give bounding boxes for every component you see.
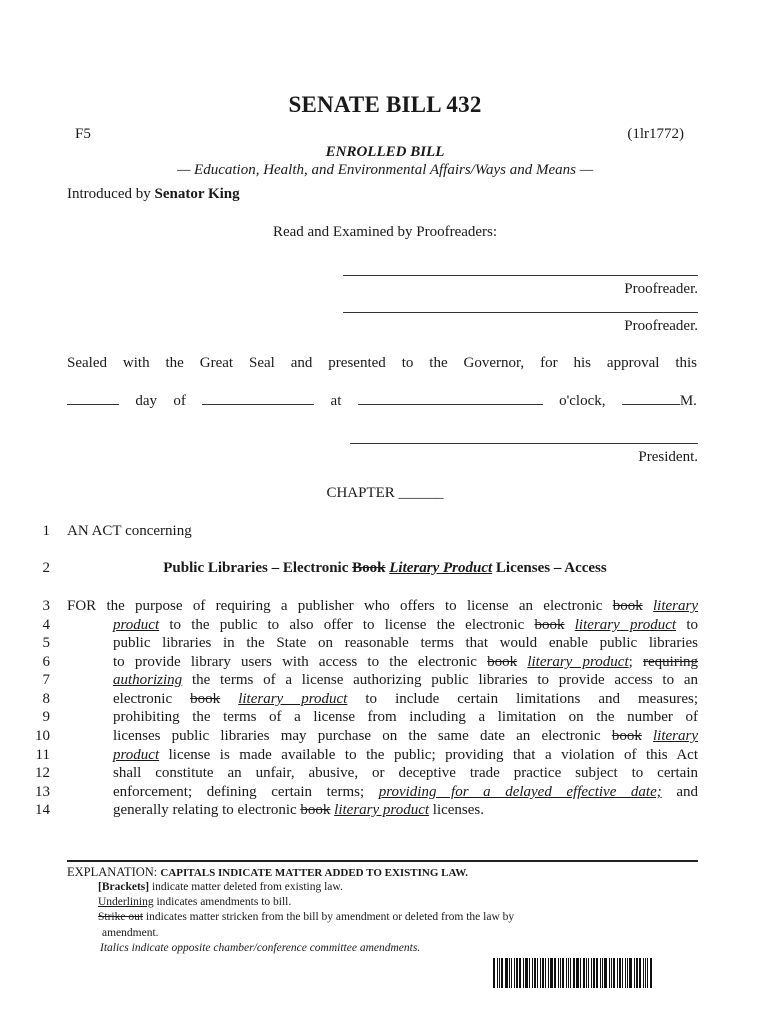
meridiem-suffix: M. [679, 393, 697, 409]
barcode-bar [576, 958, 579, 988]
barcode-bar [542, 958, 544, 988]
barcode-bar [545, 958, 546, 988]
barcode-bar [562, 958, 564, 988]
barcode-bar [583, 958, 585, 988]
barcode-bar [643, 958, 644, 988]
barcode-bar [588, 958, 589, 988]
line-number: 4 [42, 617, 50, 633]
barcode-bar [627, 958, 628, 988]
line-number: 5 [42, 635, 50, 651]
stricken-text: book [611, 728, 642, 744]
barcode-bar [634, 958, 635, 988]
barcode [493, 958, 679, 988]
line-number: 6 [42, 654, 50, 670]
introduced-by [67, 186, 240, 203]
barcode-bar [523, 958, 524, 988]
sponsor-name: Senator King [154, 186, 240, 202]
explanation-rule [67, 860, 698, 862]
stricken-text: book [300, 802, 331, 818]
purpose-line-7: authorizing the terms of a license authorizing public libraries to provide access to an [113, 672, 698, 688]
purpose-line-4: product to the public to also offer to license the electronic book literary product to [113, 617, 698, 633]
explanation-italics: Italics indicate opposite chamber/conference committee amendments. [100, 942, 421, 954]
purpose-line-6: to provide library users with access to the electronic book literary product; requiring [113, 654, 698, 670]
act-concerning: AN ACT concerning [67, 523, 192, 539]
at-word: at [330, 393, 342, 409]
barcode-bar [540, 958, 541, 988]
proofreader-signature-line-1 [343, 275, 698, 276]
barcode-bar [548, 958, 549, 988]
barcode-bar [602, 958, 603, 988]
line-number: 13 [35, 784, 50, 800]
line-number: 10 [35, 728, 50, 744]
president-label: President. [638, 449, 698, 465]
proofreader-signature-line-2 [343, 312, 698, 313]
amended-text: Literary Product [389, 560, 493, 576]
barcode-bar [560, 958, 561, 988]
barcode-bar [593, 958, 595, 988]
amended-text: providing for a delayed effective date; [378, 784, 662, 800]
explanation-brackets: [Brackets] indicate matter deleted from existing law. [98, 881, 343, 893]
barcode-bar [568, 958, 569, 988]
barcode-bar [501, 958, 503, 988]
of-word: of [173, 393, 186, 409]
barcode-bar [625, 958, 626, 988]
barcode-bar [532, 958, 533, 988]
explanation-underlining: Underlining indicates amendments to bill. [98, 896, 292, 908]
purpose-line-3: FOR the purpose of requiring a publisher who offers to license an electronic book literary [67, 598, 698, 614]
meridiem-blank [622, 392, 680, 405]
barcode-bar [611, 958, 612, 988]
line-number: 14 [35, 802, 50, 818]
explanation-strikeout-cont: amendment. [102, 927, 159, 939]
line-number: 9 [42, 709, 50, 725]
line-number: 11 [35, 747, 50, 763]
president-signature-line [350, 443, 698, 444]
barcode-bar [497, 958, 498, 988]
committee-line: — Education, Health, and Environmental Affairs/Ways and Means — [176, 162, 594, 178]
barcode-bar [619, 958, 621, 988]
purpose-line-5: public libraries in the State on reasonable terms that would enable public libraries [113, 635, 698, 651]
oclock-word: o'clock, [559, 393, 606, 409]
barcode-bar [558, 958, 559, 988]
barcode-bar [519, 958, 521, 988]
proofreader-label-1: Proofreader. [624, 281, 698, 297]
line-number: 3 [42, 598, 50, 614]
purpose-line-9: prohibiting the terms of a license from including a limitation on the number of [113, 709, 698, 725]
purpose-line-11: product license is made available to the public; providing that a violation of this Act [113, 747, 698, 763]
explanation-strikeout: Strike out indicates matter stricken from the bill by amendment or deleted from the law by [98, 911, 515, 923]
line-number: 7 [42, 672, 50, 688]
purpose-line-12: shall constitute an unfair, abusive, or deceptive trade practice subject to certain [113, 765, 698, 781]
barcode-bar [650, 958, 652, 988]
barcode-bar [636, 958, 638, 988]
barcode-bar [516, 958, 518, 988]
day-blank [67, 392, 119, 405]
barcode-bar [534, 958, 536, 988]
purpose-line-13: enforcement; defining certain terms; providing for a delayed effective date; and [113, 784, 698, 800]
sealed-sentence: Sealed with the Great Seal and presented to the Governor, for his approval this [67, 355, 697, 371]
barcode-bar [629, 958, 632, 988]
barcode-bar [613, 958, 615, 988]
subject-code: F5 [75, 126, 91, 142]
barcode-bar [639, 958, 641, 988]
drafting-code: (1lr1772) [627, 126, 684, 142]
barcode-bar [591, 958, 592, 988]
barcode-bar [647, 958, 648, 988]
stricken-text: book [612, 598, 643, 614]
line-number: 2 [42, 560, 50, 576]
day-word: day [135, 393, 158, 409]
line-number: 12 [35, 765, 50, 781]
stricken-text: requiring [643, 654, 698, 670]
barcode-bar [529, 958, 530, 988]
barcode-bar [617, 958, 618, 988]
stricken-text: book [534, 617, 565, 633]
amended-text: literary product [334, 802, 430, 818]
barcode-bar [550, 958, 553, 988]
enrolled-bill-label: ENROLLED BILL [325, 144, 445, 160]
purpose-line-8: electronic book literary product to include certain limitations and measures; [113, 691, 698, 707]
approval-date-line [67, 392, 697, 410]
purpose-line-10: licenses public libraries may purchase on the same date an electronic book literary [113, 728, 699, 744]
barcode-bar [596, 958, 598, 988]
barcode-bar [537, 958, 538, 988]
barcode-bar [645, 958, 646, 988]
amended-text: literary [653, 728, 699, 744]
amended-text: literary [653, 598, 698, 614]
stricken-text: Book [352, 560, 386, 576]
barcode-bar [566, 958, 567, 988]
barcode-bar [622, 958, 623, 988]
barcode-bar [511, 958, 512, 988]
time-blank [358, 392, 543, 405]
amended-text: authorizing [113, 672, 183, 688]
barcode-bar [600, 958, 601, 988]
purpose-line-14: generally relating to electronic book literary product licenses. [113, 802, 485, 818]
proofreader-label-2: Proofreader. [624, 318, 698, 334]
barcode-bar [505, 958, 508, 988]
barcode-bar [580, 958, 581, 988]
amended-text: literary product [527, 654, 629, 670]
line-number: 8 [42, 691, 50, 707]
explanation-heading: EXPLANATION: CAPITALS INDICATE MATTER ADDED TO EXISTING LAW. [67, 865, 468, 879]
bill-title: SENATE BILL 432 [288, 92, 482, 117]
barcode-bar [586, 958, 587, 988]
barcode-bar [499, 958, 500, 988]
amended-text: literary product [238, 691, 348, 707]
introduced-prefix: Introduced by [67, 186, 155, 202]
barcode-bar [493, 958, 495, 988]
amended-text: product [113, 617, 160, 633]
barcode-bar [514, 958, 515, 988]
stricken-text: book [190, 691, 221, 707]
stricken-text: book [487, 654, 518, 670]
proofreaders-heading: Read and Examined by Proofreaders: [272, 224, 498, 240]
barcode-bar [509, 958, 510, 988]
amended-text: literary product [574, 617, 677, 633]
barcode-bar [570, 958, 571, 988]
barcode-bar [604, 958, 607, 988]
bill-subject: Public Libraries – Electronic Book Literary Product Licenses – Access [163, 560, 607, 576]
barcode-bar [525, 958, 528, 988]
amended-text: product [113, 747, 160, 763]
chapter-line: CHAPTER ______ [326, 485, 444, 501]
barcode-bar [573, 958, 575, 988]
line-number: 1 [42, 523, 50, 539]
barcode-bar [554, 958, 556, 988]
barcode-bar [609, 958, 610, 988]
month-blank [202, 392, 314, 405]
